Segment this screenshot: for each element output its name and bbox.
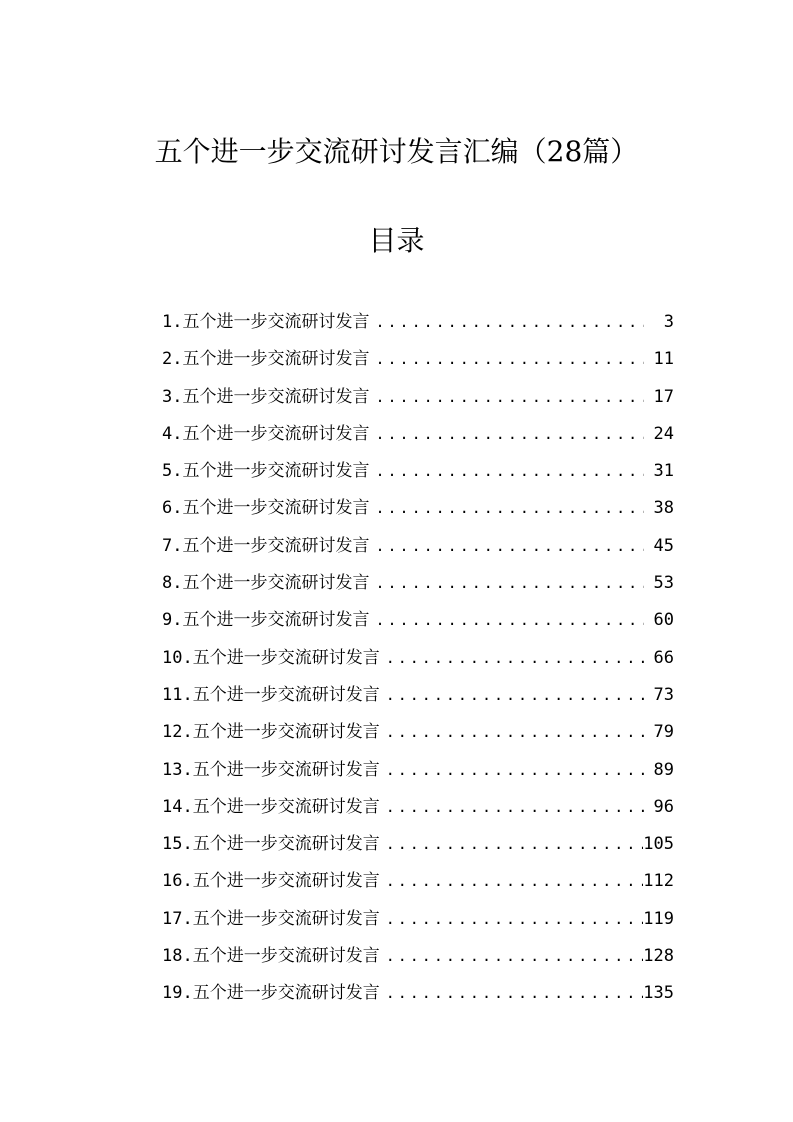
toc-heading: 目录 — [368, 224, 425, 257]
toc-entry[interactable] — [162, 640, 674, 677]
toc-page-number: 60 — [653, 610, 674, 631]
toc-entry-label: 14.五个进一步交流研讨发言 — [162, 796, 380, 817]
toc-entry[interactable] — [162, 826, 674, 863]
toc-entry-label: 17.五个进一步交流研讨发言 — [162, 908, 380, 929]
toc-leader-dots — [380, 789, 644, 826]
toc-entry-label: 11.五个进一步交流研讨发言 — [162, 684, 380, 705]
toc-entry-label: 4.五个进一步交流研讨发言 — [162, 423, 370, 444]
toc-leader-dots — [380, 863, 644, 900]
toc-page-number: 119 — [643, 908, 674, 929]
toc-leader-dots — [369, 602, 644, 639]
toc-leader-dots — [369, 341, 644, 378]
toc-entry-label: 19.五个进一步交流研讨发言 — [162, 983, 380, 1004]
toc-page-number: 31 — [653, 461, 674, 482]
toc-leader-dots — [369, 453, 644, 490]
toc-leader-dots — [380, 975, 644, 1012]
toc-entry-label: 3.五个进一步交流研讨发言 — [162, 386, 370, 407]
toc-entry-label: 9.五个进一步交流研讨发言 — [162, 610, 370, 631]
toc-entry[interactable] — [162, 304, 674, 341]
toc-page-number: 128 — [643, 946, 674, 967]
toc-leader-dots — [380, 714, 644, 751]
toc-page-number: 79 — [653, 722, 674, 743]
toc-entry-label: 16.五个进一步交流研讨发言 — [162, 871, 380, 892]
toc-leader-dots — [380, 752, 644, 789]
toc-entry[interactable] — [162, 602, 674, 639]
toc-leader-dots — [369, 416, 644, 453]
table-of-contents — [162, 304, 674, 1013]
toc-entry-label: 1.五个进一步交流研讨发言 — [162, 312, 370, 332]
toc-entry[interactable] — [162, 677, 674, 714]
toc-page-number: 73 — [653, 684, 674, 705]
toc-leader-dots — [369, 490, 644, 527]
toc-entry[interactable] — [162, 341, 674, 378]
toc-entry[interactable] — [162, 863, 674, 900]
toc-leader-dots — [369, 304, 644, 341]
toc-leader-dots — [369, 565, 644, 602]
toc-leader-dots — [380, 677, 644, 714]
toc-page-number: 3 — [663, 312, 674, 332]
toc-entry[interactable] — [162, 379, 674, 416]
toc-entry-label: 10.五个进一步交流研讨发言 — [162, 647, 380, 668]
toc-page-number: 96 — [653, 796, 674, 817]
toc-entry-label: 8.五个进一步交流研讨发言 — [162, 573, 370, 594]
toc-leader-dots — [369, 379, 644, 416]
toc-entry[interactable] — [162, 565, 674, 602]
toc-entry[interactable] — [162, 975, 674, 1012]
toc-leader-dots — [369, 528, 644, 565]
toc-entry[interactable] — [162, 490, 674, 527]
toc-entry[interactable] — [162, 714, 674, 751]
toc-entry[interactable] — [162, 416, 674, 453]
toc-page-number: 24 — [653, 423, 674, 444]
toc-entry-label: 7.五个进一步交流研讨发言 — [162, 535, 370, 556]
toc-page-number: 105 — [643, 834, 674, 855]
toc-page-number: 38 — [653, 498, 674, 519]
toc-page-number: 135 — [643, 983, 674, 1004]
toc-page-number: 45 — [653, 535, 674, 556]
toc-entry-label: 18.五个进一步交流研讨发言 — [162, 946, 380, 967]
toc-entry[interactable] — [162, 789, 674, 826]
toc-page-number: 66 — [653, 647, 674, 668]
toc-entry[interactable] — [162, 528, 674, 565]
document-title: 五个进一步交流研讨发言汇编（28篇） — [154, 135, 639, 168]
toc-page-number: 53 — [653, 573, 674, 594]
toc-entry[interactable] — [162, 453, 674, 490]
toc-leader-dots — [380, 901, 644, 938]
toc-page-number: 89 — [653, 759, 674, 780]
toc-leader-dots — [380, 640, 644, 677]
toc-entry-label: 13.五个进一步交流研讨发言 — [162, 759, 380, 780]
toc-leader-dots — [380, 938, 644, 975]
toc-page-number: 17 — [653, 386, 674, 407]
toc-entry-label: 12.五个进一步交流研讨发言 — [162, 722, 380, 743]
toc-entry-label: 2.五个进一步交流研讨发言 — [162, 349, 370, 370]
toc-entry[interactable] — [162, 938, 674, 975]
toc-entry-label: 5.五个进一步交流研讨发言 — [162, 461, 370, 482]
toc-leader-dots — [380, 826, 644, 863]
toc-entry-label: 6.五个进一步交流研讨发言 — [162, 498, 370, 519]
toc-page-number: 11 — [653, 349, 674, 370]
toc-page-number: 112 — [643, 871, 674, 892]
toc-entry[interactable] — [162, 752, 674, 789]
toc-entry[interactable] — [162, 901, 674, 938]
toc-entry-label: 15.五个进一步交流研讨发言 — [162, 834, 380, 855]
